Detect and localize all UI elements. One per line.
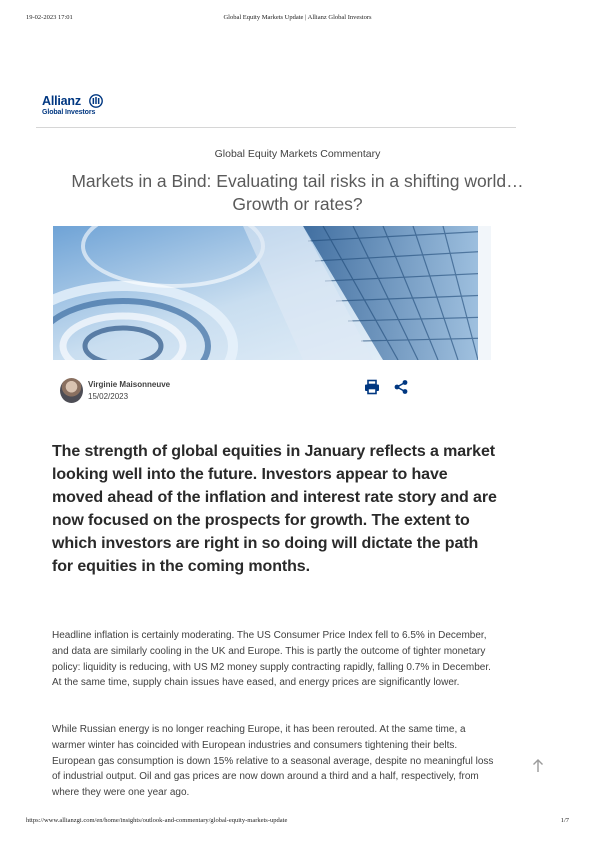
article-paragraph: Headline inflation is certainly moderating. The US Consumer Price Index fell to 6.5% in December, and data are similarly cooling in the UK and Europe. This is partly the outcome of tighter monetary policy: liquidity is reducing, with US M2 money supply contracting rapidly, falling 0.7% in December. At the same time, supply chain issues have eased, and energy prices are significantly lower.	[52, 630, 491, 689]
print-url: https://www.allianzgi.com/en/home/insights/outlook-and-commentary/global-equity-markets-update	[26, 817, 288, 824]
share-icon[interactable]	[393, 379, 409, 395]
author-name[interactable]: Virginie Maisonneuve	[88, 380, 171, 389]
author-avatar	[60, 378, 83, 403]
allianz-eagle-icon	[89, 94, 103, 108]
article-paragraph: While Russian energy is no longer reaching Europe, it has been rerouted. At the same time, a warmer winter has coincided with European industries and consumers tightening their belts. European gas consumption is down 15% relative to a seasonal average, despite no meaningful loss of industrial output. Oil and gas prices are now down around a third and a half, respectively, from where they were one year ago.	[52, 724, 494, 799]
print-footer	[26, 817, 569, 827]
logo-subtitle: Global Investors	[42, 109, 96, 116]
author-byline	[60, 378, 260, 404]
printer-icon[interactable]	[364, 379, 380, 395]
article-headline: Markets in a Bind: Evaluating tail risks in a shifting world… Growth or rates?	[71, 171, 524, 214]
print-page-title: Global Equity Markets Update | Allianz Global Investors	[223, 14, 372, 21]
page-number: 1/7	[560, 817, 569, 824]
arrow-up-icon[interactable]	[530, 758, 546, 774]
hero-image	[53, 226, 491, 360]
header-divider	[36, 127, 516, 128]
publish-date: 15/02/2023	[88, 392, 129, 401]
logo-brand: Allianz	[42, 94, 81, 108]
allianz-logo[interactable]	[42, 94, 132, 120]
article-category: Global Equity Markets Commentary	[214, 148, 381, 160]
article-lead: The strength of global equities in January reflects a market looking well into the future. Investors appear to have moved ahead of the inflation and interest rate story and are now focused on the prospects for growth. The extent to which investors are right in so doing will dictate the path for equities in the coming months.	[52, 443, 497, 575]
print-datetime: 19-02-2023 17:01	[26, 14, 73, 21]
print-header	[26, 14, 569, 24]
